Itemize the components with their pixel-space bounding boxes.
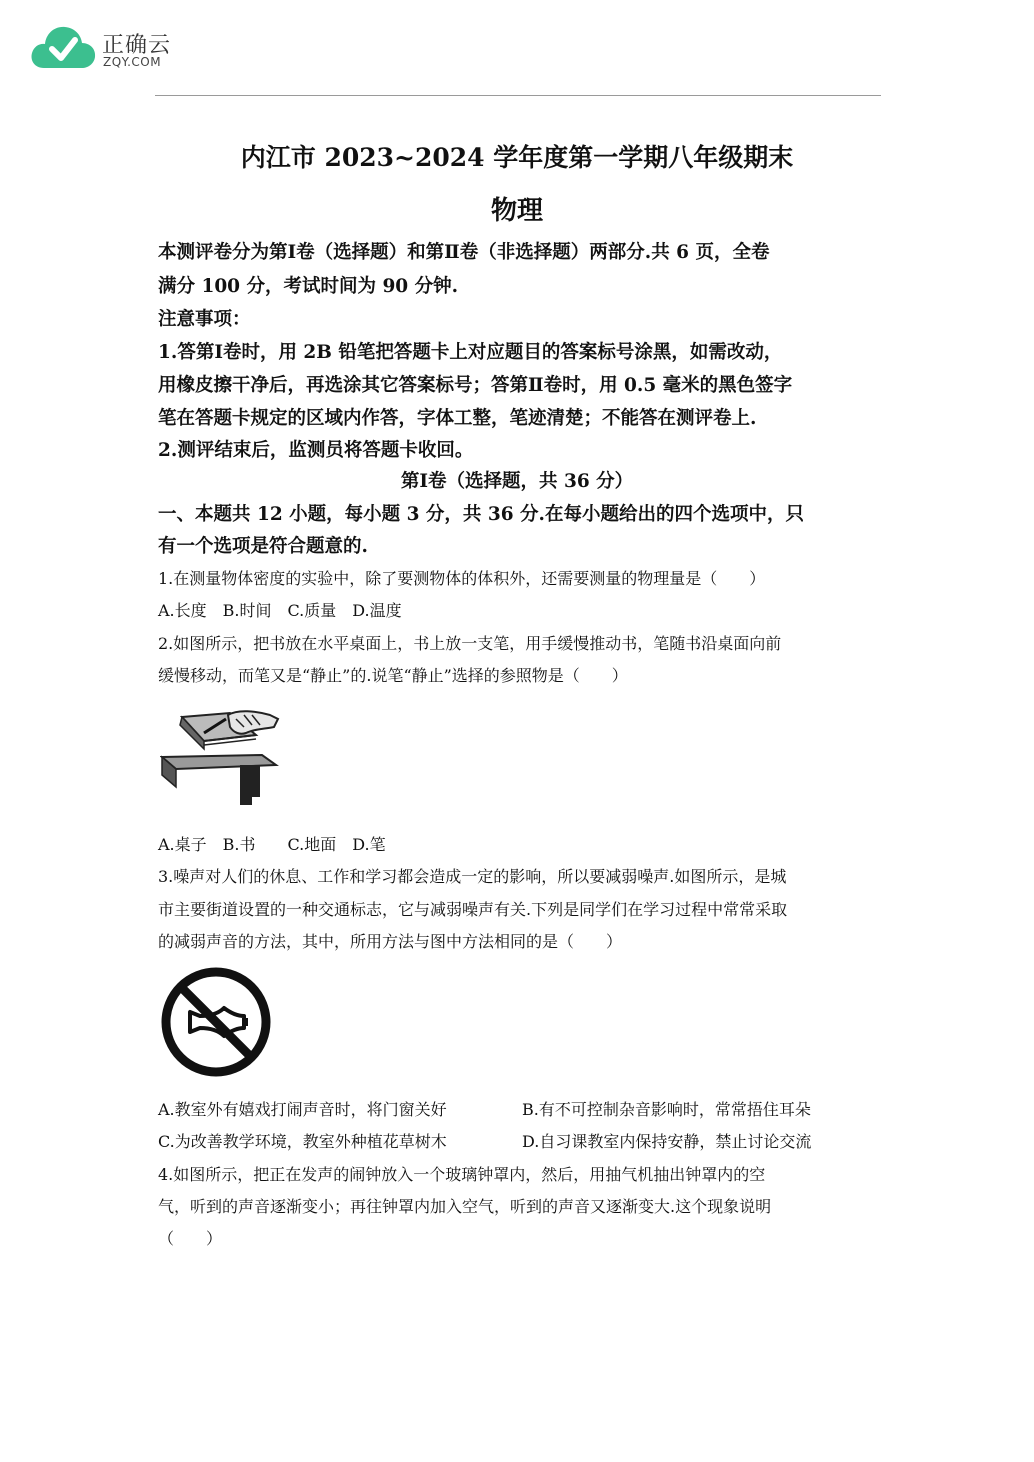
section1-line-2: 有一个选项是符合题意的. [158,536,368,557]
q3-option-b: B.有不可控制杂音影响时，常常捂住耳朵 [522,1100,811,1119]
q3-option-c: C.为改善教学环境，教室外种植花草树木 [158,1132,447,1151]
header-divider [155,95,881,96]
part1-title: 第Ⅰ卷（选择题，共 36 分） [400,471,634,492]
q3-option-d: D.自习课教室内保持安静，禁止讨论交流 [522,1132,812,1151]
cloud-check-icon [30,22,98,74]
q4-stem-2: 气，听到的声音逐渐变小；再往钟罩内加入空气，听到的声音又逐渐变大.这个现象说明 [158,1197,772,1216]
logo-name: 正确云 [102,33,172,58]
notice-line-1: 1.答第Ⅰ卷时，用 2B 铅笔把答题卡上对应题目的答案标号涂黑，如需改动， [158,342,783,363]
notice-line-4: 2.测评结束后，监测员将答题卡收回。 [158,440,474,461]
q3-stem-1: 3.噪声对人们的休息、工作和学习都会造成一定的影响，所以要减弱噪声.如图所示，是城 [158,867,787,886]
q2-stem-2: 缓慢移动，而笔又是“静止”的.说笔“静止”选择的参照物是（ ） [158,666,628,685]
q2-stem-1: 2.如图所示，把书放在水平桌面上，书上放一支笔，用手缓慢推动书，笔随书沿桌面向前 [158,634,782,653]
logo-domain: ZQY.COM [103,55,162,69]
notice-line-3: 笔在答题卡规定的区域内作答，字体工整，笔迹清楚；不能答在测评卷上. [158,408,757,429]
q3-stem-3: 的减弱声音的方法，其中，所用方法与图中方法相同的是（ ） [158,932,623,951]
q2-options: A.桌子 B.书 C.地面 D.笔 [158,835,386,854]
section1-line-1: 一、本题共 12 小题，每小题 3 分，共 36 分.在每小题给出的四个选项中，只 [158,504,804,525]
q3-stem-2: 市主要街道设置的一种交通标志，它与减弱噪声有关.下列是同学们在学习过程中常常采取 [158,900,788,919]
q1-options: A.长度 B.时间 C.质量 D.温度 [158,601,402,620]
intro-line-2: 满分 100 分，考试时间为 90 分钟. [158,276,459,297]
q1-stem: 1.在测量物体密度的实验中，除了要测物体的体积外，还需要测量的物理量是（ ） [158,569,766,588]
exam-title: 内江市 2023~2024 学年度第一学期八年级期末 [240,143,794,172]
q4-stem-1: 4.如图所示，把正在发声的闹钟放入一个玻璃钟罩内，然后，用抽气机抽出钟罩内的空 [158,1165,766,1184]
q4-stem-3: （ ） [158,1229,223,1248]
zqy-logo [30,22,190,74]
book-pen-figure [160,705,284,809]
intro-line-1: 本测评卷分为第Ⅰ卷（选择题）和第Ⅱ卷（非选择题）两部分.共 6 页，全卷 [158,242,770,263]
notice-title: 注意事项： [158,309,251,330]
notice-line-2: 用橡皮擦干净后，再选涂其它答案标号；答第Ⅱ卷时，用 0.5 毫米的黑色签字 [158,375,793,396]
exam-subject: 物理 [490,196,543,226]
no-horn-sign-icon [160,966,272,1078]
q3-option-a: A.教室外有嬉戏打闹声音时，将门窗关好 [158,1100,447,1119]
